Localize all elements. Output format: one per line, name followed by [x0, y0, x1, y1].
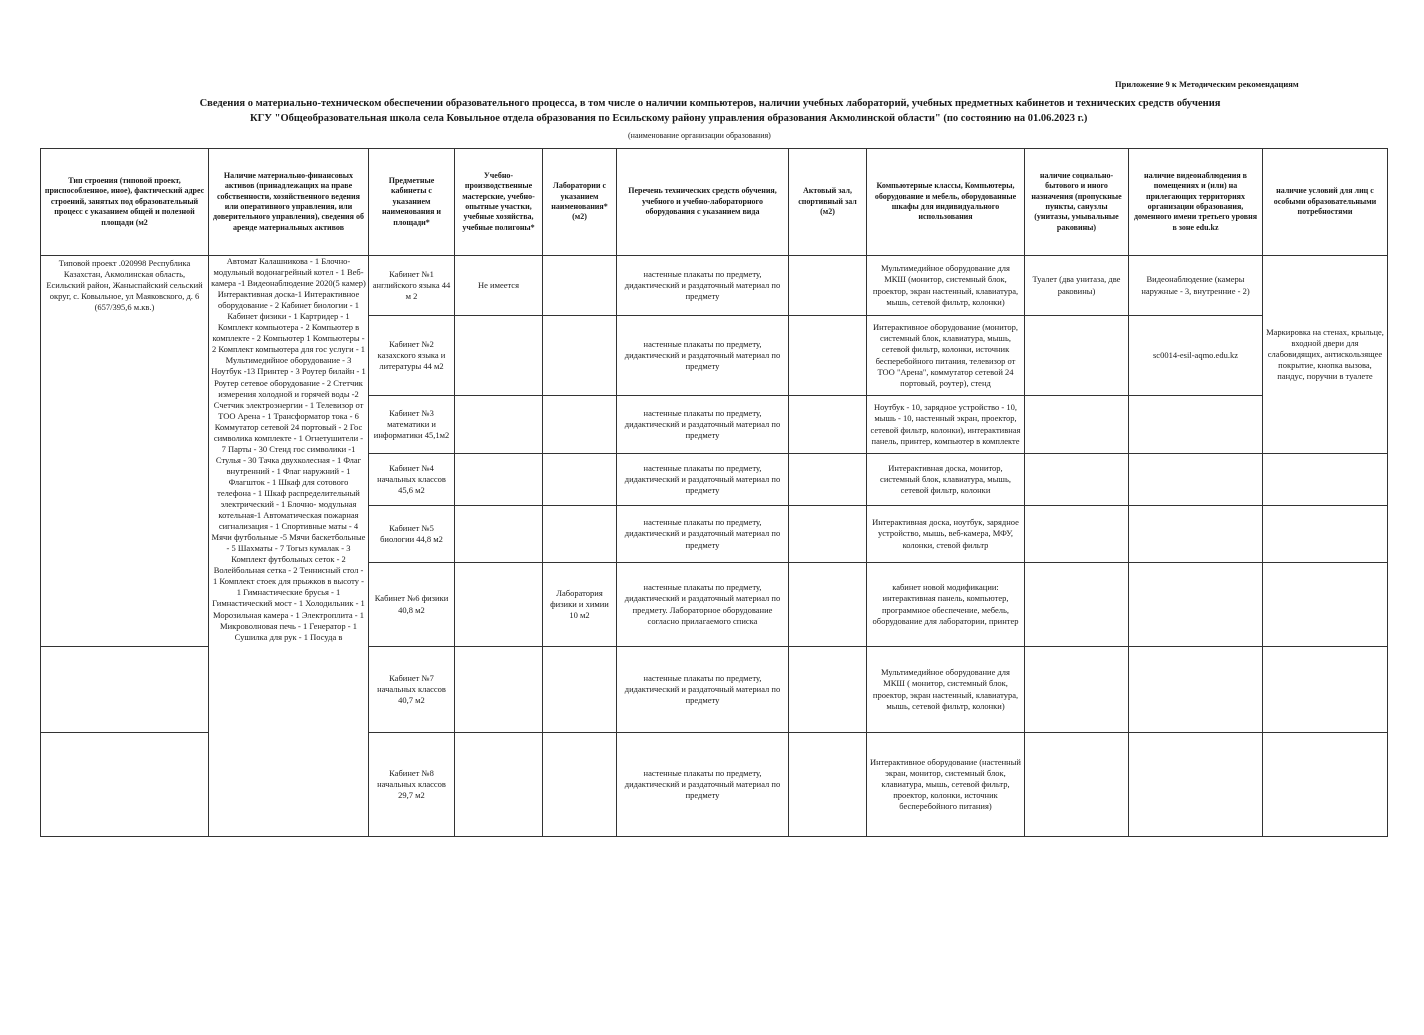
halls-cell [789, 647, 867, 733]
halls-cell [789, 316, 867, 396]
building-cell [41, 733, 209, 837]
col-header-computers: Компьютерные классы, Компьютеры, оборудование и мебель, оборудованные шкафы для индивидуального использования [867, 149, 1025, 256]
workshops-cell [455, 647, 543, 733]
video-cell [1129, 454, 1263, 506]
halls-cell [789, 396, 867, 454]
col-header-building: Тип строения (типовой проект, приспособленное, иное), фактический адрес строений, занятых под образовательный процесс с указанием общей и полезной площади (м2 [41, 149, 209, 256]
room-name: Кабинет №2 казахского языка и литературы 44 м2 [369, 316, 455, 396]
sanitary-cell [1025, 396, 1129, 454]
equipment-table [40, 148, 1388, 837]
room-name: Кабинет №1 английского языка 44 м 2 [369, 256, 455, 316]
tso-cell: настенные плакаты по предмету, дидактический и раздаточный материал по предмету [617, 733, 789, 837]
col-header-halls: Актовый зал, спортивный зал (м2) [789, 149, 867, 256]
table-header-row [41, 149, 1388, 256]
lab-cell [543, 396, 617, 454]
room-name: Кабинет №8 начальных классов 29,7 м2 [369, 733, 455, 837]
workshops-cell [455, 316, 543, 396]
lab-cell [543, 454, 617, 506]
sanitary-cell: Туалет (два унитаза, две раковины) [1025, 256, 1129, 316]
lab-cell [543, 316, 617, 396]
computers-cell: Ноутбук - 10, зарядное устройство - 10, мышь - 10, настенный экран, проектор, сетевой фильтр, колонки), интерактивная панель, принтер, компьютер в комплекте [867, 396, 1025, 454]
computers-cell: Интерактивное оборудование (монитор, системный блок, клавиатура, мышь, сетевой фильтр, колонки, источник бесперебойного питания, телевизор от ТОО "Арена", коммутатор сетевой 24 портовый, роутер), стенд [867, 316, 1025, 396]
room-name: Кабинет №4 начальных классов 45,6 м2 [369, 454, 455, 506]
special-needs-cell [1263, 647, 1388, 733]
col-header-workshops: Учебно-производственные мастерские, учебно-опытные участки, учебные хозяйства, учебные полигоны* [455, 149, 543, 256]
workshops-cell [455, 563, 543, 647]
tso-cell: настенные плакаты по предмету, дидактический и раздаточный материал по предмету [617, 396, 789, 454]
lab-cell [543, 733, 617, 837]
sanitary-cell [1025, 563, 1129, 647]
computers-cell: Интерактивная доска, ноутбук, зарядное устройство, мышь, веб-камера, МФУ, колонки, стевой фильтр [867, 506, 1025, 563]
special-needs-cell [1263, 733, 1388, 837]
tso-cell: настенные плакаты по предмету, дидактический и раздаточный материал по предмету. Лабораторное оборудование согласно прилагаемого списка [617, 563, 789, 647]
halls-cell [789, 506, 867, 563]
lab-cell [543, 647, 617, 733]
sanitary-cell [1025, 506, 1129, 563]
col-header-sanitary: наличие социально-бытового и иного назначения (пропускные пункты, санузлы (унитазы, умывальные раковины) [1025, 149, 1129, 256]
special-needs-cell [1263, 563, 1388, 647]
room-name: Кабинет №3 математики и информатики 45,1м2 [369, 396, 455, 454]
col-header-labs: Лаборатории с указанием наименования* (м2) [543, 149, 617, 256]
lab-cell [543, 256, 617, 316]
computers-cell: Мультимедийное оборудование для МКШ (монитор, системный блок, проектор, экран настенный, клавиатура, мышь, сетевой фильтр, колонки) [867, 256, 1025, 316]
sanitary-cell [1025, 316, 1129, 396]
video-cell [1129, 506, 1263, 563]
workshops-cell [455, 454, 543, 506]
video-cell: Видеонаблюдение (камеры наружные - 3, внутренние - 2) [1129, 256, 1263, 316]
workshops-cell [455, 733, 543, 837]
computers-cell: Мультимедийное оборудование для МКШ ( монитор, системный блок, проектор, экран настенный, клавиатура, мышь, сетевой фильтр, колонки) [867, 647, 1025, 733]
halls-cell [789, 454, 867, 506]
special-needs-cell [1263, 506, 1388, 563]
sanitary-cell [1025, 454, 1129, 506]
col-header-video: наличие видеонаблюдения в помещениях и (или) на прилегающих территориях организации образования, доменного имени третьего уровня в зоне edu.kz [1129, 149, 1263, 256]
video-cell [1129, 563, 1263, 647]
sanitary-cell [1025, 647, 1129, 733]
video-cell [1129, 396, 1263, 454]
tso-cell: настенные плакаты по предмету, дидактический и раздаточный материал по предмету [617, 506, 789, 563]
video-cell [1129, 647, 1263, 733]
organization-subnote: (наименование организации образования) [628, 131, 771, 140]
building-cell: Типовой проект .020998 Республика Казахстан, Акмолинская область, Есильский район, Жаныспайский сельский округ, с. Ковыльное, ул Маяковского, д. 6 (657/395,6 м.кв.) [41, 256, 209, 647]
workshops-cell [455, 396, 543, 454]
workshops-cell [455, 506, 543, 563]
assets-cell: Автомат Калашникова - 1 Блочно-модульный водонагрейный котел - 1 Веб-камера -1 Видеонаблюдение 2020(5 камер) Интерактивная доска-1 Интерактивное оборудование - 2 Кабинет биологии - 1 Кабинет физики - 1 Картридер - 1 Комплект компьютера - 2 Компьютер в комплекте - 2 Компьютер 1 Компьютеры - 2 Комплект компьютера для гос услуги - 1 Мультимедийное оборудование - 3 Ноутбук -13 Принтер - 3 Роутер билайн - 1 Роутер сетевое оборудование - 2 Стетчик измерения холодной и горячей воды -2 Счетчик электроэнергии - 1 Телевизор от ТОО Арена - 1 Трансформатор тока - 6 Коммутатор сетевой 24 портовый - 2 Гос символика комплекте - 1 Огнетушители - 7 Парты - 30 Стенд гос символики -1 Стулья - 30 Тачка двухколесная - 1 Флаг внутренний - 1 Флаг наружний - 1 Флагшток - 1 Шкаф для сотового телефона - 1 Шкаф распределительный электрический - 1 Блочно- модульная котельная-1 Автоматическая пожарная сигнализация - 1 Спортивные маты - 4 Мячи футбольные -5 Мячи баскетбольные - 5 Шахматы - 7 Тогыз кумалак - 3 Комплект футбольных сеток - 2 Волейбольная сетка - 2 Теннисный стол - 1 Комплект стоек для прыжков в высоту - 1 Гимнастические брусья - 1 Гимнастический мост - 1 Холодильник - 1 Морозильная камера - 1 Электроплита - 1 Микроволновая печь - 1 Генератор - 1 Сушилка для рук - 1 Посуда в [209, 256, 369, 837]
tso-cell: настенные плакаты по предмету, дидактический и раздаточный материал по предмету [617, 647, 789, 733]
halls-cell [789, 256, 867, 316]
document-title [0, 98, 1424, 109]
building-cell [41, 647, 209, 733]
tso-cell: настенные плакаты по предмету, дидактический и раздаточный материал по предмету [617, 454, 789, 506]
computers-cell: кабинет новой модификации: интерактивная панель, компьютер, программное обеспечение, мебель, оборудование для лаборатории, принтер [867, 563, 1025, 647]
room-name: Кабинет №6 физики 40,8 м2 [369, 563, 455, 647]
halls-cell [789, 563, 867, 647]
col-header-special: наличие условий для лиц с особыми образовательными потребностями [1263, 149, 1388, 256]
lab-cell: Лаборатория физики и химии 10 м2 [543, 563, 617, 647]
tso-cell: настенные плакаты по предмету, дидактический и раздаточный материал по предмету [617, 316, 789, 396]
room-name: Кабинет №7 начальных классов 40,7 м2 [369, 647, 455, 733]
document-title-text: Сведения о материально-техническом обеспечении образовательного процесса, в том числе о наличии компьютеров, наличии учебных лабораторий, учебных предметных кабинетов и технических средств обучения [199, 98, 1221, 109]
computers-cell: Интерактивная доска, монитор, системный блок, клавиатура, мышь, сетевой фильтр, колонки [867, 454, 1025, 506]
table-row [41, 256, 1388, 316]
workshops-cell: Не имеется [455, 256, 543, 316]
organization-title: КГУ "Общеобразовательная школа села Ковыльное отдела образования по Есильскому району управления образования Акмолинской области" (по состоянию на 01.06.2023 г.) [250, 113, 1088, 124]
video-cell [1129, 733, 1263, 837]
special-needs-cell: Маркировка на стенах, крыльце, входной двери для слабовидящих, антискользящее покрытие, кнопка вызова, пандус, поручни в туалете [1263, 256, 1388, 454]
appendix-note: Приложение 9 к Методическим рекомендациям [1115, 79, 1299, 89]
computers-cell: Интерактивное оборудование (настенный экран, монитор, системный блок, клавиатура, мышь, сетевой фильтр, проектор, колонки, источник бесперебойного питания) [867, 733, 1025, 837]
domain-cell: sc0014-esil-aqmo.edu.kz [1129, 316, 1263, 396]
col-header-assets: Наличие материально-финансовых активов (принадлежащих на праве собственности, хозяйственного ведения или оперативного управления, или доверительного управления), сведения об аренде материальных активов [209, 149, 369, 256]
col-header-rooms: Предметные кабинеты с указанием наименования и площади* [369, 149, 455, 256]
lab-cell [543, 506, 617, 563]
halls-cell [789, 733, 867, 837]
col-header-tso: Перечень технических средств обучения, учебного и учебно-лабораторного оборудования с указанием вида [617, 149, 789, 256]
tso-cell: настенные плакаты по предмету, дидактический и раздаточный материал по предмету [617, 256, 789, 316]
special-needs-cell [1263, 454, 1388, 506]
room-name: Кабинет №5 биологии 44,8 м2 [369, 506, 455, 563]
sanitary-cell [1025, 733, 1129, 837]
